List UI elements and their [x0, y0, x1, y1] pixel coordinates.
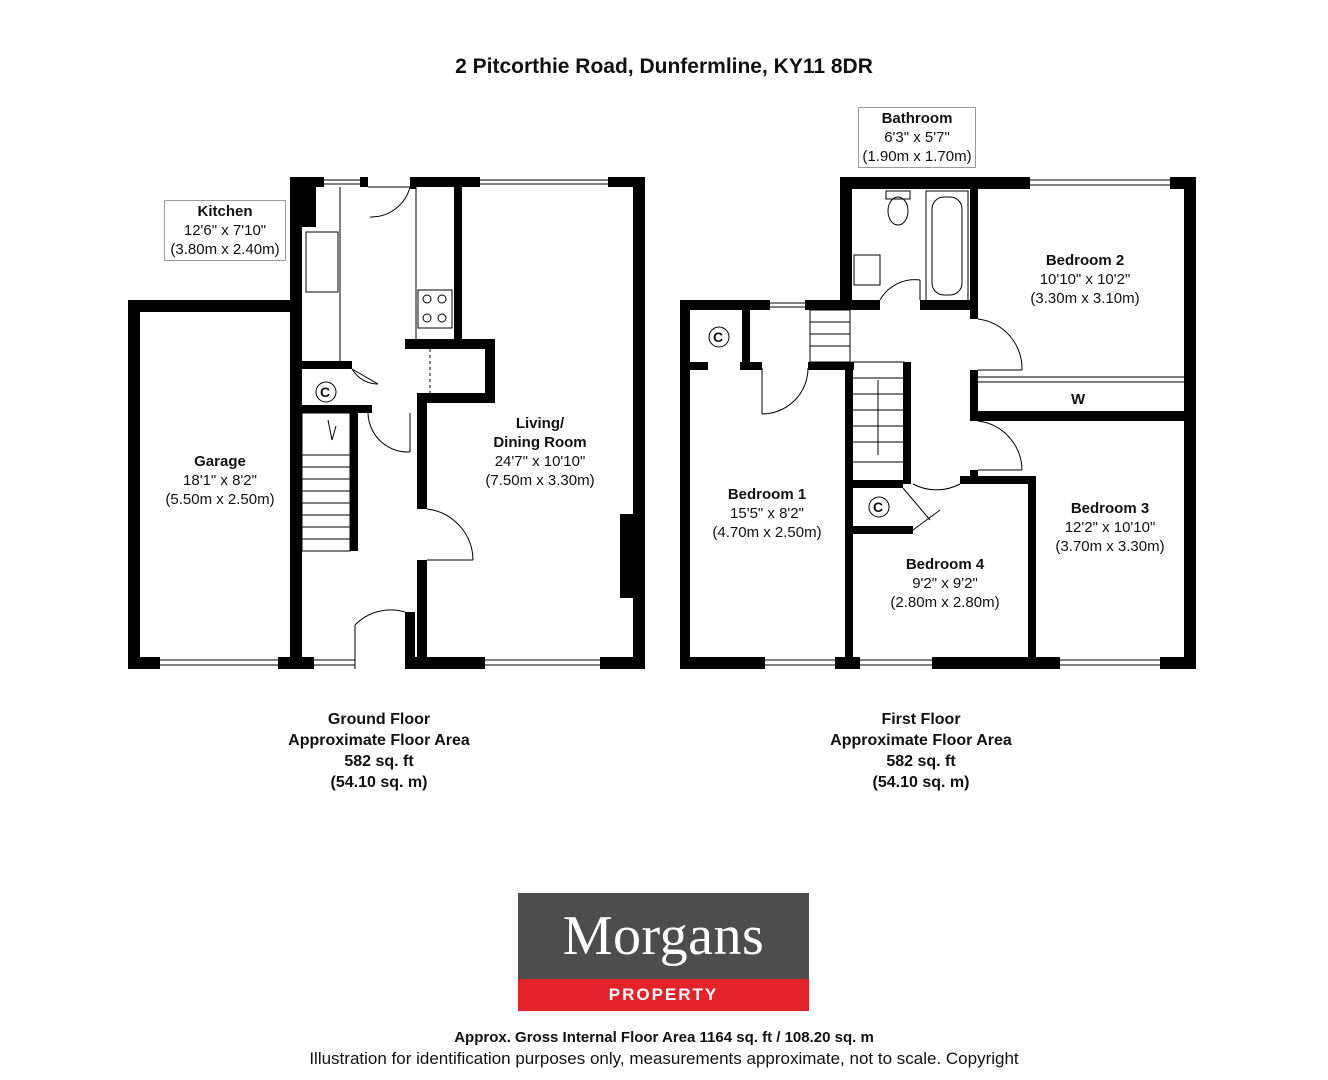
- living-dim-metric: (7.50m x 3.30m): [485, 472, 595, 489]
- first-floor-area: [761, 709, 1081, 793]
- logo-name: Morgans: [518, 893, 809, 979]
- living-name-2: Dining Room: [493, 434, 587, 451]
- bedroom3-dim-imperial: 12'2" x 10'10": [1064, 519, 1156, 536]
- garage-label: [150, 452, 290, 509]
- ground-area-line4: (54.10 sq. m): [330, 774, 428, 791]
- ground-area-line2: Approximate Floor Area: [288, 732, 470, 749]
- bedroom4-name: Bedroom 4: [905, 556, 985, 573]
- bathroom-name: Bathroom: [881, 110, 953, 127]
- ground-cupboard-label: C: [320, 384, 331, 400]
- kitchen-dim-imperial: 12'6" x 7'10": [183, 222, 267, 239]
- first-area-line1: First Floor: [881, 711, 961, 728]
- ground-floor-area: [219, 709, 539, 793]
- page-title: 2 Pitcorthie Road, Dunfermline, KY11 8DR: [455, 55, 873, 78]
- kitchen-dim-metric: (3.80m x 2.40m): [170, 241, 280, 258]
- kitchen-name: Kitchen: [197, 203, 253, 220]
- bedroom2-label: [1010, 251, 1160, 308]
- garage-dim-metric: (5.50m x 2.50m): [165, 491, 275, 508]
- bathroom-dim-metric: (1.90m x 1.70m): [862, 148, 972, 165]
- bedroom4-label: [875, 555, 1015, 612]
- morgans-property-logo: [518, 893, 809, 1011]
- garage-name: Garage: [194, 453, 246, 470]
- first-area-line4: (54.10 sq. m): [872, 774, 970, 791]
- bedroom1-dim-imperial: 15'5" x 8'2": [730, 505, 804, 522]
- bedroom1-label: [697, 485, 837, 542]
- bedroom2-name: Bedroom 2: [1045, 252, 1125, 269]
- first-cupboard-label-2: C: [873, 499, 884, 515]
- first-area-line2: Approximate Floor Area: [830, 732, 1012, 749]
- wardrobe-label: W: [1071, 391, 1086, 408]
- bathroom-dim-imperial: 6'3" x 5'7": [884, 129, 950, 146]
- bedroom2-dim-metric: (3.30m x 3.10m): [1030, 290, 1140, 307]
- garage-dim-imperial: 18'1" x 8'2": [183, 472, 257, 489]
- ground-area-line3: 582 sq. ft: [344, 753, 414, 770]
- living-label: [470, 414, 610, 490]
- ground-area-line1: Ground Floor: [327, 711, 431, 728]
- living-dim-imperial: 24'7" x 10'10": [494, 453, 586, 470]
- bedroom3-name: Bedroom 3: [1070, 500, 1150, 517]
- logo-sub: PROPERTY: [518, 979, 809, 1011]
- first-cupboard-label-1: C: [713, 329, 724, 345]
- bedroom1-dim-metric: (4.70m x 2.50m): [712, 524, 822, 541]
- bathroom-label: [858, 107, 976, 168]
- first-area-line3: 582 sq. ft: [886, 753, 956, 770]
- bedroom3-dim-metric: (3.70m x 3.30m): [1055, 538, 1165, 555]
- bedroom2-dim-imperial: 10'10" x 10'2": [1039, 271, 1131, 288]
- disclaimer: Illustration for identification purposes only, measurements approximate, not to scale. Copyright: [309, 1049, 1019, 1068]
- bedroom4-dim-imperial: 9'2" x 9'2": [912, 575, 978, 592]
- living-name-1: Living/: [515, 415, 565, 432]
- gross-area-note: Approx. Gross Internal Floor Area 1164 sq. ft / 108.20 sq. m: [454, 1029, 874, 1046]
- bedroom3-label: [1040, 499, 1180, 556]
- bedroom4-dim-metric: (2.80m x 2.80m): [890, 594, 1000, 611]
- kitchen-label: [164, 200, 286, 261]
- bedroom1-name: Bedroom 1: [727, 486, 807, 503]
